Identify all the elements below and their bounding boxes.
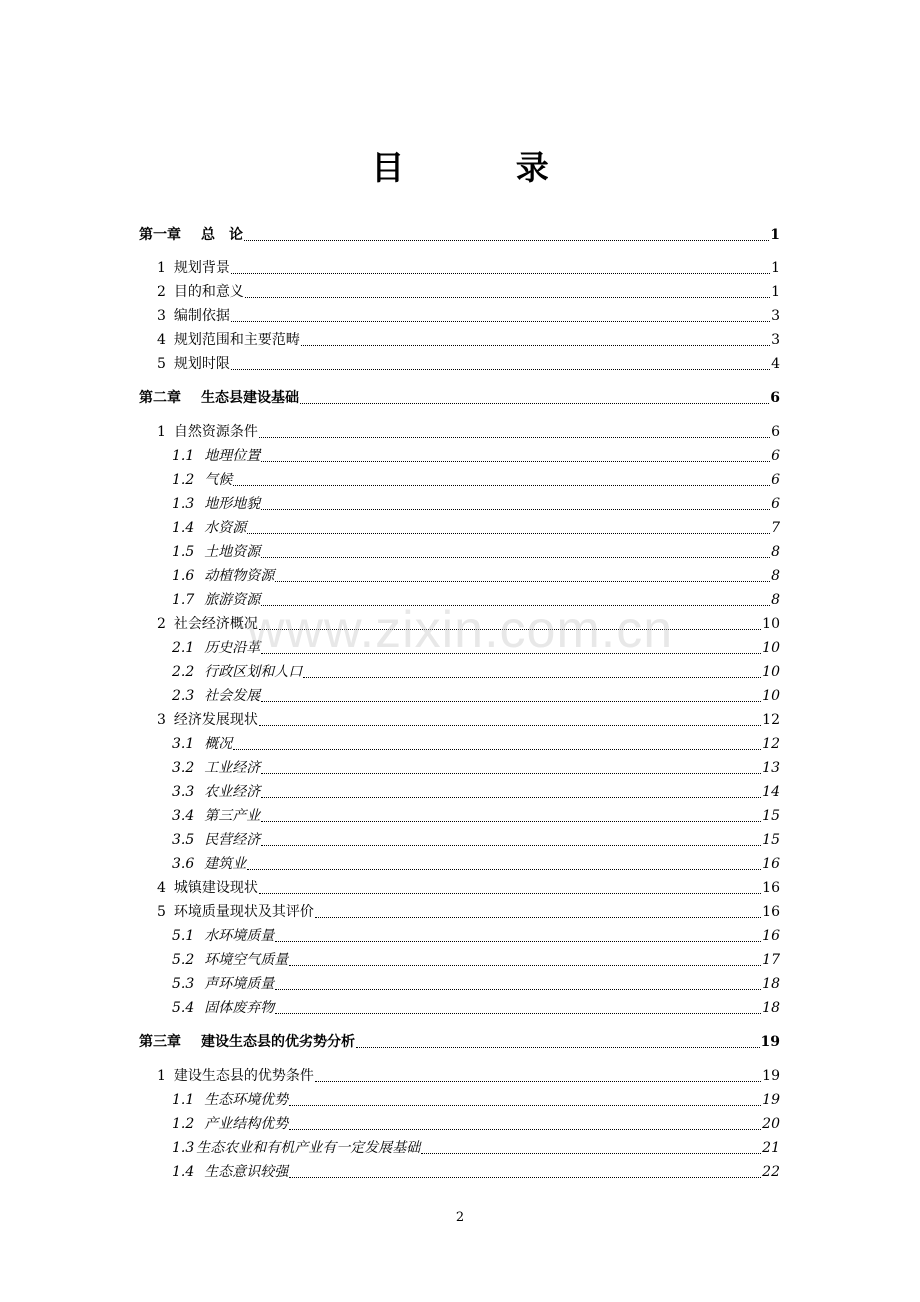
toc-subsection[interactable] (172, 781, 780, 801)
toc-entry-title: 生态意识较强 (204, 1164, 289, 1180)
toc-entry-title: 生态农业和有机产业有一定发展基础 (196, 1140, 421, 1156)
toc-chapter[interactable] (139, 387, 780, 407)
toc-page-number: 10 (762, 664, 780, 680)
toc-page-number: 6 (771, 496, 780, 512)
toc-entry-number: 5.3 (172, 976, 195, 992)
toc-title: 目 录 (371, 148, 599, 187)
toc-page-number: 17 (762, 952, 780, 968)
toc-leader-dots (275, 927, 761, 942)
toc-subsection[interactable] (172, 949, 780, 969)
toc-leader-dots (301, 331, 770, 346)
toc-entry-number: 1.2 (172, 472, 195, 488)
toc-entry-title: 规划背景 (173, 260, 230, 276)
toc-leader-dots (289, 1091, 761, 1106)
toc-subsection[interactable] (172, 493, 780, 513)
toc-entry-title: 城镇建设现状 (173, 880, 258, 896)
toc-page-number: 16 (762, 904, 780, 920)
toc-entry-number: 1.5 (172, 544, 195, 560)
toc-entry-title: 动植物资源 (204, 568, 275, 584)
toc-entry-number: 1.6 (172, 568, 195, 584)
toc-leader-dots (259, 879, 761, 894)
toc-leader-dots (244, 226, 769, 241)
toc-subsection[interactable] (172, 757, 780, 777)
toc-entry-title: 总 论 (201, 227, 243, 243)
toc-page-number: 18 (762, 1000, 780, 1016)
toc-subsection[interactable] (172, 685, 780, 705)
toc-entry-number: 1.4 (172, 1164, 195, 1180)
toc-entry-title: 声环境质量 (204, 976, 275, 992)
toc-entry-title: 农业经济 (204, 784, 261, 800)
toc-entry-title: 工业经济 (204, 760, 261, 776)
toc-subsection[interactable] (172, 469, 780, 489)
toc-page-number: 1 (770, 227, 780, 243)
toc-entry-number: 第三章 (139, 1034, 181, 1050)
toc-entry-title: 第三产业 (204, 808, 261, 824)
toc-entry-number: 5.2 (172, 952, 195, 968)
toc-entry-number: 3.2 (172, 760, 195, 776)
toc-entry-number: 3 (157, 712, 166, 728)
toc-page-number: 19 (762, 1068, 780, 1084)
toc-page-number: 6 (771, 472, 780, 488)
toc-page-number: 6 (771, 424, 780, 440)
toc-page-number: 1 (771, 284, 780, 300)
toc-chapter[interactable] (139, 1031, 780, 1051)
toc-page-number: 12 (762, 712, 780, 728)
toc-leader-dots (261, 687, 761, 702)
toc-page-number: 16 (762, 928, 780, 944)
toc-section[interactable] (157, 353, 780, 373)
toc-entry-title: 气候 (204, 472, 233, 488)
toc-leader-dots (261, 759, 761, 774)
toc-entry-title: 建筑业 (204, 856, 247, 872)
toc-page-number: 4 (771, 356, 780, 372)
toc-subsection[interactable] (172, 733, 780, 753)
toc-subsection[interactable] (172, 589, 780, 609)
toc-subsection[interactable] (172, 805, 780, 825)
toc-leader-dots (421, 1139, 761, 1154)
toc-entry-number: 1.3 (172, 496, 195, 512)
toc-page-number: 14 (762, 784, 780, 800)
toc-entry-title: 产业结构优势 (204, 1116, 289, 1132)
watermark: www.zixin.com.cn (246, 601, 674, 659)
toc-section[interactable] (157, 329, 780, 349)
toc-page-number: 6 (771, 448, 780, 464)
toc-leader-dots (315, 903, 761, 918)
toc-section[interactable] (157, 709, 780, 729)
toc-section[interactable] (157, 877, 780, 897)
toc-page-number: 6 (770, 390, 780, 406)
toc-page-number: 20 (762, 1116, 780, 1132)
toc-page-number: 12 (762, 736, 780, 752)
toc-entry-title: 目的和意义 (173, 284, 244, 300)
toc-leader-dots (261, 639, 761, 654)
toc-page-number: 21 (762, 1140, 780, 1156)
toc-leader-dots (275, 567, 770, 582)
toc-section[interactable] (157, 613, 780, 633)
toc-page-number: 22 (762, 1164, 780, 1180)
toc-page-number: 19 (762, 1092, 780, 1108)
toc-page-number: 10 (762, 688, 780, 704)
toc-subsection[interactable] (172, 565, 780, 585)
toc-leader-dots (231, 259, 770, 274)
toc-leader-dots (231, 355, 770, 370)
toc-entry-number: 3 (157, 308, 166, 324)
toc-entry-title: 旅游资源 (204, 592, 261, 608)
toc-page-number: 8 (771, 592, 780, 608)
toc-entry-title: 建设生态县的优劣势分析 (201, 1034, 355, 1050)
toc-leader-dots (356, 1033, 760, 1048)
toc-entry-title: 环境空气质量 (204, 952, 289, 968)
toc-page-number: 7 (771, 520, 780, 536)
toc-leader-dots (261, 807, 761, 822)
toc-leader-dots (315, 1067, 761, 1082)
toc-page-number: 1 (771, 260, 780, 276)
toc-entry-title: 民营经济 (204, 832, 261, 848)
toc-leader-dots (231, 307, 770, 322)
toc-subsection[interactable] (172, 445, 780, 465)
toc-entry-title: 社会经济概况 (173, 616, 258, 632)
toc-entry-number: 1.1 (172, 1092, 195, 1108)
toc-entry-title: 建设生态县的优势条件 (173, 1068, 314, 1084)
toc-section[interactable] (157, 257, 780, 277)
toc-entry-title: 行政区划和人口 (204, 664, 303, 680)
toc-leader-dots (233, 471, 770, 486)
toc-entry-number: 5.1 (172, 928, 195, 944)
toc-entry-title: 编制依据 (173, 308, 230, 324)
toc-entry-title: 生态环境优势 (204, 1092, 289, 1108)
toc-page-number: 3 (771, 332, 780, 348)
toc-subsection[interactable] (172, 541, 780, 561)
toc-leader-dots (303, 663, 761, 678)
page-number: 2 (455, 1210, 465, 1225)
toc-entry-number: 3.4 (172, 808, 195, 824)
toc-subsection[interactable] (172, 661, 780, 681)
toc-entry-number: 2 (157, 284, 166, 300)
toc-subsection[interactable] (172, 1161, 780, 1181)
toc-leader-dots (247, 519, 770, 534)
toc-entry-title: 水资源 (204, 520, 247, 536)
toc-entry-number: 2.1 (172, 640, 195, 656)
toc-entry-number: 1.4 (172, 520, 195, 536)
toc-entry-title: 生态县建设基础 (201, 390, 299, 406)
toc-chapter[interactable] (139, 224, 780, 244)
toc-entry-number: 3.3 (172, 784, 195, 800)
toc-entry-number: 5 (157, 356, 166, 372)
toc-subsection[interactable] (172, 829, 780, 849)
toc-subsection[interactable] (172, 925, 780, 945)
toc-page-number: 15 (762, 808, 780, 824)
toc-page-number: 19 (760, 1034, 780, 1050)
toc-entry-number: 1.2 (172, 1116, 195, 1132)
toc-entry-number: 1 (157, 260, 166, 276)
toc-leader-dots (245, 283, 770, 298)
toc-leader-dots (261, 831, 761, 846)
toc-entry-number: 1.7 (172, 592, 195, 608)
toc-subsection[interactable] (172, 637, 780, 657)
toc-entry-number: 1.3 (172, 1140, 195, 1156)
toc-entry-number: 5.4 (172, 1000, 195, 1016)
toc-leader-dots (275, 999, 761, 1014)
toc-entry-number: 第一章 (139, 227, 181, 243)
toc-page-number: 15 (762, 832, 780, 848)
toc-entry-title: 概况 (204, 736, 233, 752)
toc-entry-title: 地理位置 (204, 448, 261, 464)
toc-entry-number: 3.6 (172, 856, 195, 872)
toc-entry-title: 地形地貌 (204, 496, 261, 512)
toc-leader-dots (289, 1163, 761, 1178)
toc-page-number: 16 (762, 880, 780, 896)
toc-entry-title: 经济发展现状 (173, 712, 258, 728)
toc-subsection[interactable] (172, 1137, 780, 1157)
toc-entry-title: 水环境质量 (204, 928, 275, 944)
toc-leader-dots (259, 423, 770, 438)
toc-subsection[interactable] (172, 973, 780, 993)
toc-leader-dots (259, 615, 761, 630)
toc-section[interactable] (157, 421, 780, 441)
toc-leader-dots (259, 711, 761, 726)
toc-page-number: 10 (762, 616, 780, 632)
toc-leader-dots (261, 495, 770, 510)
toc-leader-dots (261, 783, 761, 798)
toc-entry-number: 1.1 (172, 448, 195, 464)
toc-entry-title: 历史沿革 (204, 640, 261, 656)
toc-subsection[interactable] (172, 1113, 780, 1133)
toc-entry-title: 自然资源条件 (173, 424, 258, 440)
toc-entry-number: 4 (157, 332, 166, 348)
toc-entry-title: 环境质量现状及其评价 (173, 904, 314, 920)
toc-page-number: 8 (771, 568, 780, 584)
toc-page-number: 16 (762, 856, 780, 872)
toc-page-number: 10 (762, 640, 780, 656)
toc-leader-dots (261, 447, 770, 462)
toc-entry-title: 固体废弃物 (204, 1000, 275, 1016)
toc-subsection[interactable] (172, 853, 780, 873)
toc-entry-number: 5 (157, 904, 166, 920)
toc-page-number: 13 (762, 760, 780, 776)
toc-entry-number: 2 (157, 616, 166, 632)
toc-entry-number: 1 (157, 1068, 166, 1084)
toc-entry-title: 规划时限 (173, 356, 230, 372)
toc-leader-dots (300, 389, 769, 404)
toc-subsection[interactable] (172, 1089, 780, 1109)
toc-section[interactable] (157, 305, 780, 325)
toc-entry-number: 3.5 (172, 832, 195, 848)
toc-section[interactable] (157, 1065, 780, 1085)
toc-page-number: 3 (771, 308, 780, 324)
toc-leader-dots (289, 951, 761, 966)
toc-leader-dots (275, 975, 761, 990)
toc-subsection[interactable] (172, 997, 780, 1017)
toc-leader-dots (261, 543, 770, 558)
toc-leader-dots (233, 735, 761, 750)
toc-entry-title: 土地资源 (204, 544, 261, 560)
toc-entry-title: 社会发展 (204, 688, 261, 704)
toc-leader-dots (247, 855, 761, 870)
toc-page-number: 18 (762, 976, 780, 992)
toc-leader-dots (289, 1115, 761, 1130)
toc-entry-number: 4 (157, 880, 166, 896)
toc-section[interactable] (157, 281, 780, 301)
toc-section[interactable] (157, 901, 780, 921)
toc-entry-number: 第二章 (139, 390, 181, 406)
toc-entry-number: 2.3 (172, 688, 195, 704)
toc-entry-title: 规划范围和主要范畴 (173, 332, 300, 348)
toc-leader-dots (261, 591, 770, 606)
toc-entry-number: 3.1 (172, 736, 195, 752)
toc-page-number: 8 (771, 544, 780, 560)
toc-subsection[interactable] (172, 517, 780, 537)
toc-entry-number: 1 (157, 424, 166, 440)
toc-entry-number: 2.2 (172, 664, 195, 680)
